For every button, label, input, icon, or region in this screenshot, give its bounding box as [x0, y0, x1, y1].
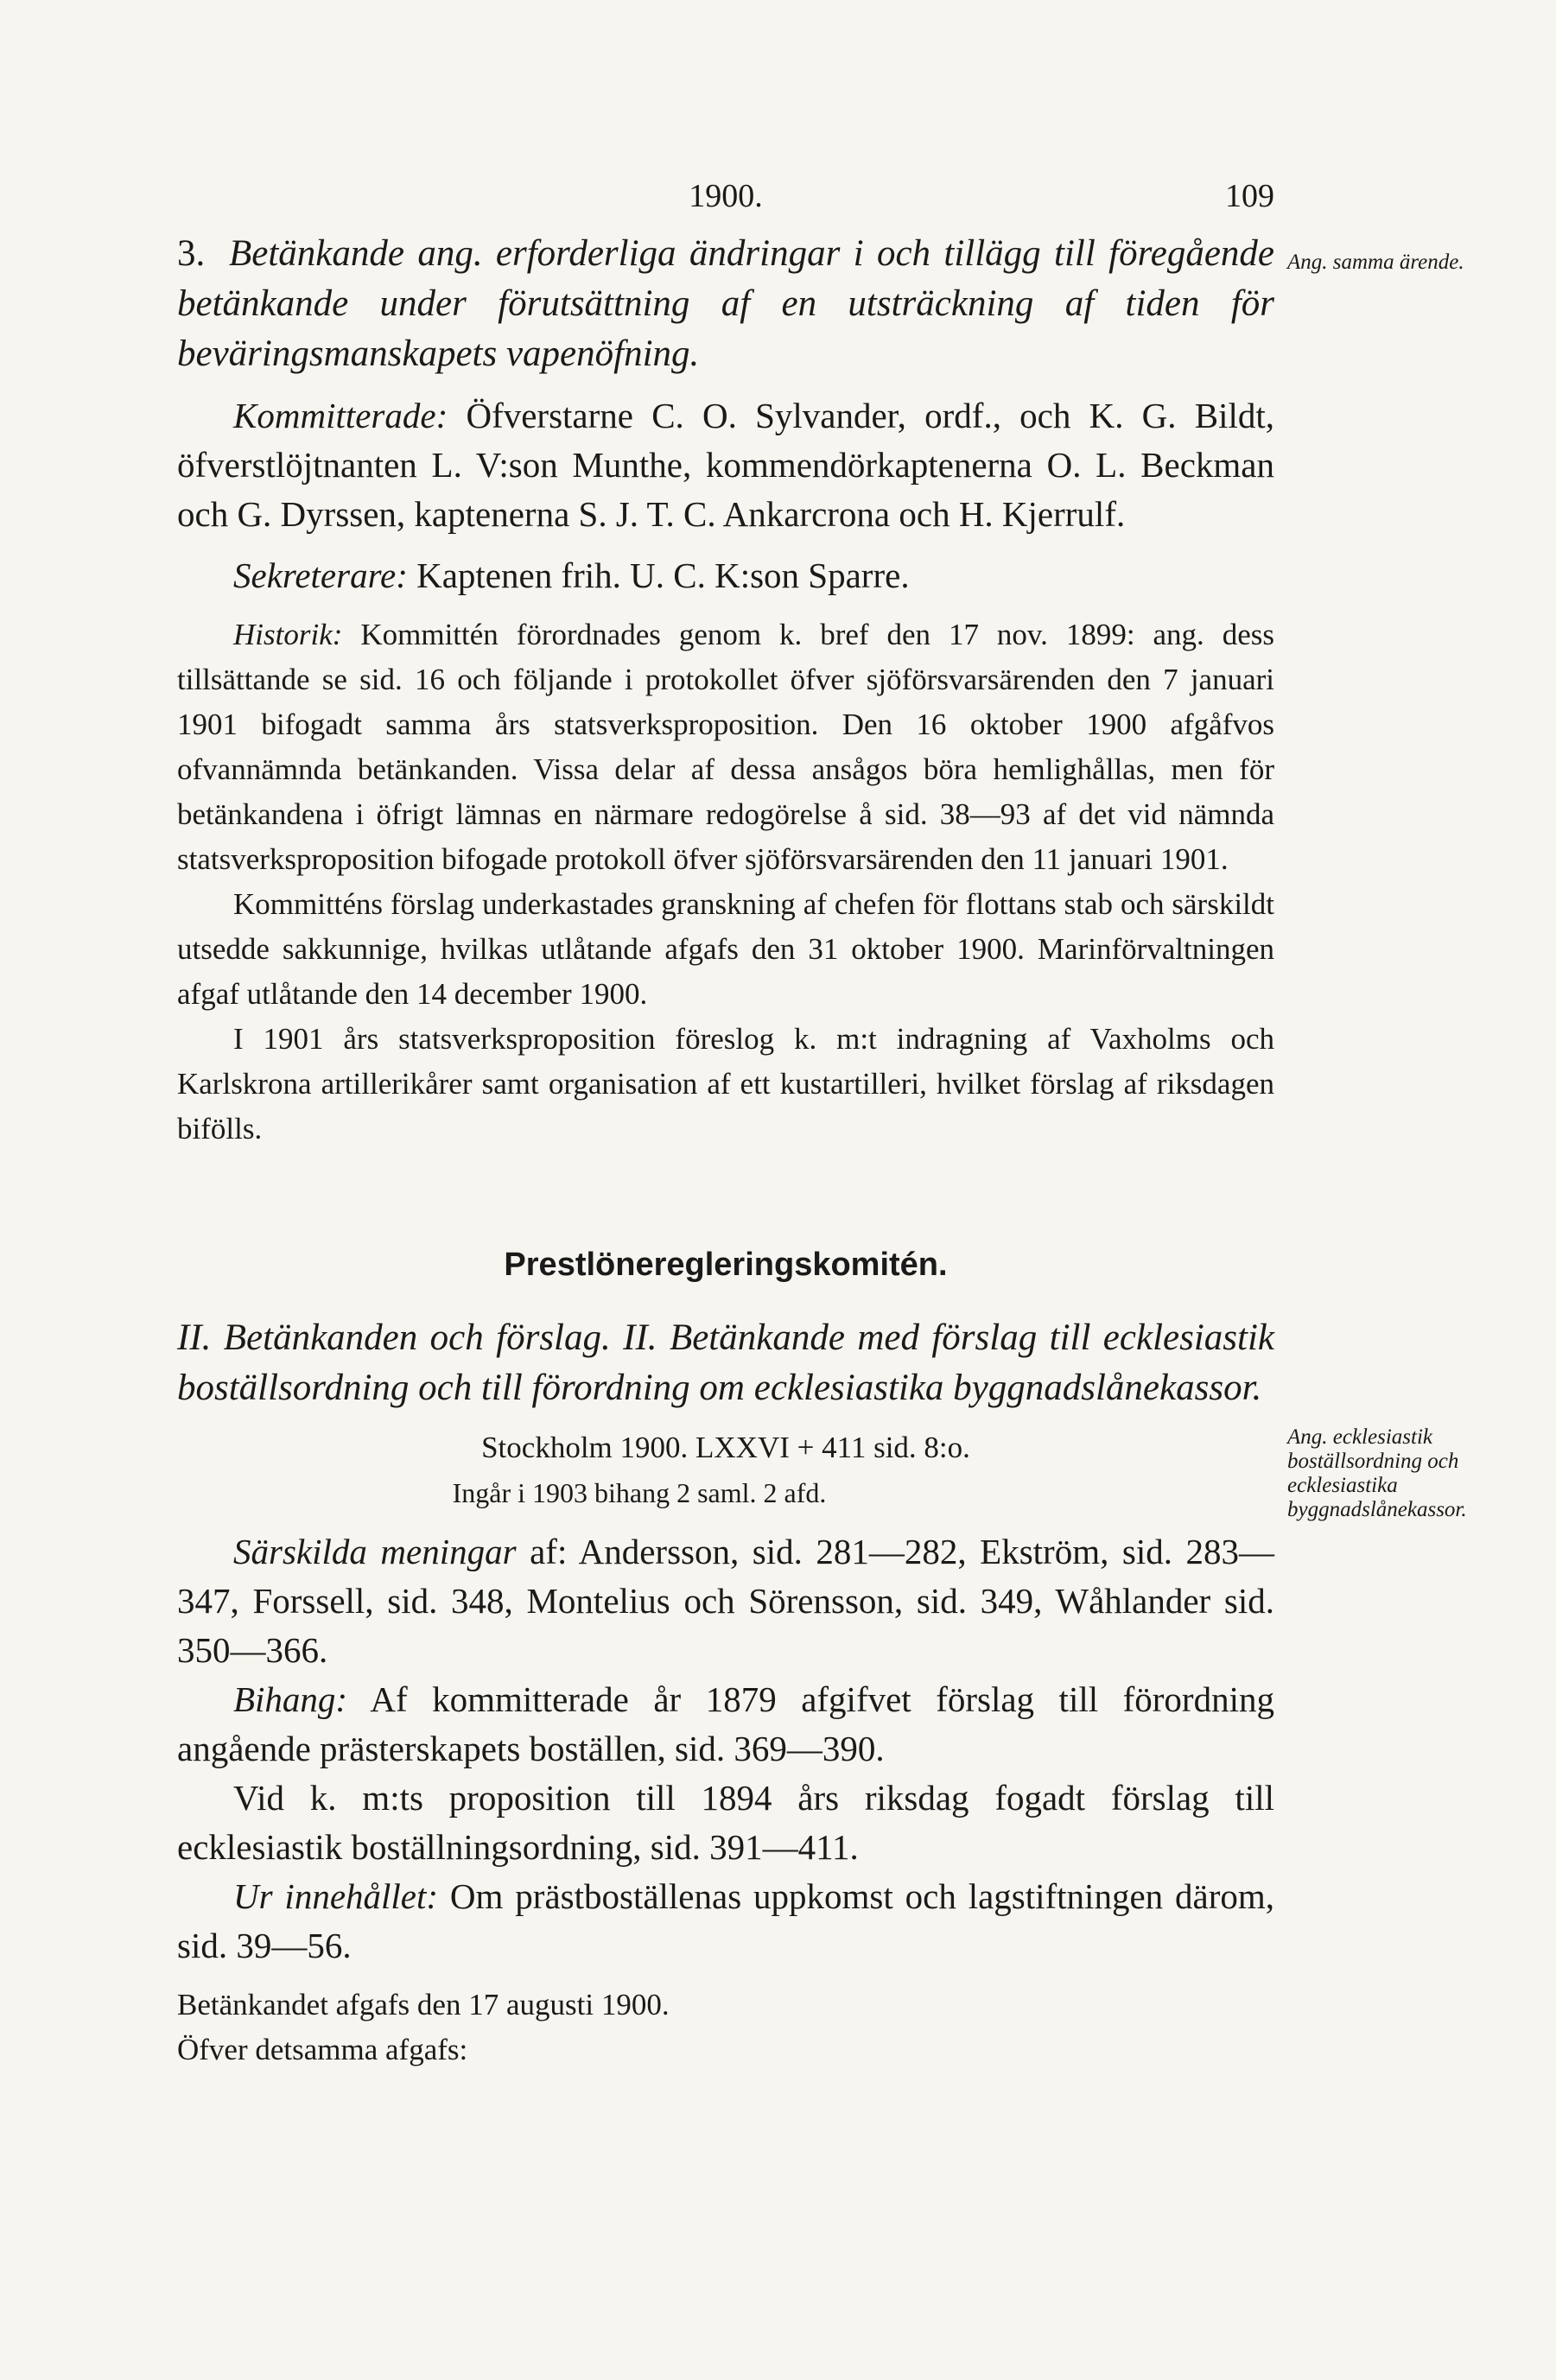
history-label: Historik: — [233, 618, 343, 651]
running-header — [177, 177, 1274, 229]
section3-title — [177, 229, 1274, 379]
committee-paragraph — [177, 391, 1274, 539]
opinion-line: Öfver detsamma afgafs: — [177, 2033, 468, 2066]
committee-label: Kommitterade: — [233, 396, 448, 435]
separate-opinions-label: Särskilda meningar — [233, 1532, 517, 1571]
separate-opinions-paragraph — [177, 1527, 1274, 1675]
margin-note-section3: Ang. samma ärende. — [1287, 251, 1464, 274]
secretary-paragraph — [177, 551, 1274, 600]
page-number: 109 — [1225, 178, 1274, 214]
header-year: 1900. — [689, 178, 763, 214]
appendix-paragraph — [177, 1675, 1274, 1774]
proposition-paragraph: I 1901 års statsverksproposition föreslog k. m:t indragning af Vaxholms och Karlskrona artillerikårer samt organisation af ett kustartilleri, hvilket förslag af riksdagen bifölls. — [177, 1022, 1274, 1146]
appendix-label: Bihang: — [233, 1679, 348, 1719]
appendix-text: Af kommitterade år 1879 afgifvet förslag till förordning angående prästerskapets boställen, sid. 369—390. — [177, 1679, 1274, 1768]
section3-title-text: Betänkande ang. erforderliga ändringar i och tillägg till föregående betänkande under förutsättning af en utsträckning af tiden för beväringsmanskapets vapenöfning. — [177, 233, 1274, 374]
contents-text: Om prästboställenas uppkomst och lagstiftningen därom, sid. 39—56. — [177, 1876, 1275, 1965]
section3-number: 3. — [177, 233, 206, 274]
appendix-paragraph-2: Vid k. m:ts proposition till 1894 års riksdag fogadt förslag till ecklesiastik boställningsordning, sid. 391—411. — [177, 1778, 1274, 1867]
secretary-text: Kaptenen frih. U. C. K:son Sparre. — [416, 555, 910, 595]
contents-paragraph — [177, 1872, 1274, 1971]
separate-opinions-text: af: Andersson, sid. 281—282, Ekström, sid. 283—347, Forssell, sid. 348, Montelius och Sörensson, sid. 349, Wåhlander sid. 350—366. — [177, 1532, 1275, 1670]
publication-included: Ingår i 1903 bihang 2 saml. 2 afd. — [452, 1477, 827, 1508]
secretary-label: Sekreterare: — [233, 555, 408, 595]
document-page — [177, 177, 1274, 2072]
delivered-line: Betänkandet afgafs den 17 augusti 1900. — [177, 1988, 670, 2021]
review-paragraph: Kommitténs förslag underkastades granskning af chefen för flottans stab och särskildt utsedde sakkunnige, hvilkas utlåtande afgafs den 31 oktober 1900. Marinförvaltningen afgaf utlåtande den 14 december 1900. — [177, 887, 1274, 1011]
publication-info: Stockholm 1900. LXXVI + 411 sid. 8:o. — [481, 1431, 970, 1464]
committee-heading: Prestlöneregleringskomitén. — [504, 1247, 948, 1283]
committee-text: Öfverstarne C. O. Sylvander, ordf., och K. G. Bildt, öfverstlöjtnanten L. V:son Munthe, kommendörkaptenerna O. L. Beckman och G. Dyrssen, kaptenerna S. J. T. C. Ankarcrona och H. Kjerrulf. — [177, 396, 1274, 534]
history-text: Kommittén förordnades genom k. bref den 17 nov. 1899: ang. dess tillsättande se sid. 16 och följande i protokollet öfver sjöförsvarsärenden den 7 januari 1901 bifogadt samma års statsverksproposition. Den 16 oktober 1900 afgåfvos ofvannämnda betänkanden. Vissa delar af dessa ansågos böra hemlighållas, men för betänkandena i öfrigt lämnas en närmare redogörelse å sid. 38—93 af det vid nämnda statsverksproposition bifogade protokoll öfver sjöförsvarsärenden den 11 januari 1901. — [177, 618, 1274, 876]
contents-label: Ur innehållet: — [233, 1876, 439, 1916]
history-paragraph — [177, 612, 1274, 882]
sectionII-title: II. Betänkanden och förslag. II. Betänkande med förslag till ecklesiastik boställsordning och till förordning om ecklesiastika byggnadslånekassor. — [177, 1317, 1274, 1408]
margin-note-sectionII: Ang. ecklesiastik boställsordning och ecklesiastika byggnadslånekassor. — [1287, 1425, 1467, 1521]
